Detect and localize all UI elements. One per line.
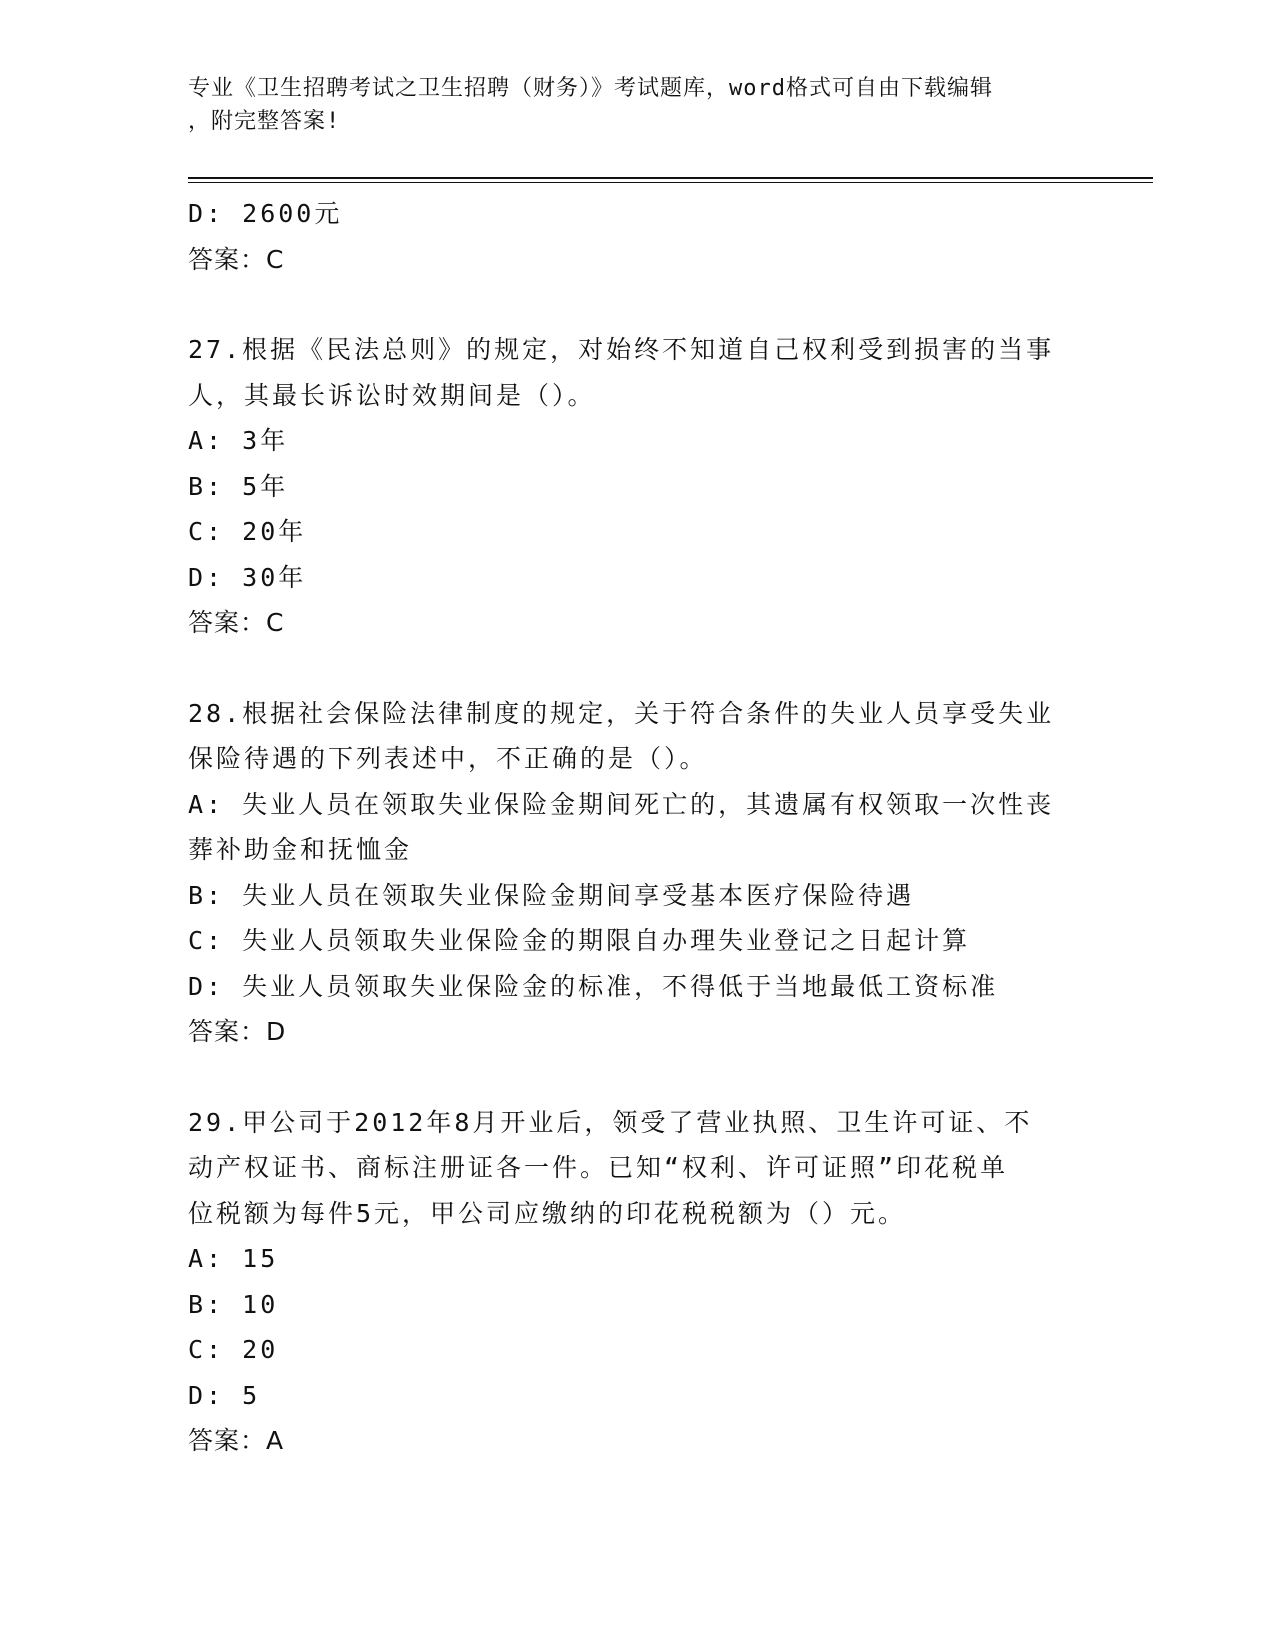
- header-divider-thick: [188, 177, 1153, 179]
- page-header: [188, 72, 1068, 138]
- question-29: [188, 1100, 1088, 1464]
- option-a: A: 3年: [188, 426, 289, 455]
- question-text-line: 位税额为每件5元，甲公司应缴纳的印花税税额为（）元。: [188, 1198, 907, 1228]
- option-b: B: 5年: [188, 471, 289, 501]
- answer: 答案：C: [188, 244, 285, 274]
- option-b: B: 失业人员在领取失业保险金期间享受基本医疗保险待遇: [188, 880, 915, 910]
- document-body: [188, 191, 1088, 1464]
- option-b: B: 10: [188, 1289, 279, 1319]
- question-text-line: 动产权证书、商标注册证各一件。已知“权利、许可证照”印花税单: [188, 1153, 1009, 1182]
- option-d: D: 失业人员领取失业保险金的标准，不得低于当地最低工资标准: [188, 971, 999, 1001]
- question-text-line: 29.甲公司于2012年8月开业后，领受了营业执照、卫生许可证、不: [188, 1107, 1033, 1137]
- option-c: C: 20年: [188, 517, 307, 546]
- question-text-line: 人，其最长诉讼时效期间是（）。: [188, 380, 596, 410]
- spacer: [188, 282, 1088, 327]
- previous-question-tail: [188, 191, 1088, 282]
- option-d: D: 5: [188, 1380, 261, 1410]
- option-a: A: 失业人员在领取失业保险金期间死亡的，其遗属有权领取一次性丧: [188, 789, 1055, 819]
- option-d: D: 2600元: [188, 199, 343, 228]
- spacer: [188, 1055, 1088, 1100]
- header-line-1: 专业《卫生招聘考试之卫生招聘（财务）》考试题库，word格式可自由下载编辑: [188, 76, 993, 101]
- option-d: D: 30年: [188, 562, 307, 592]
- spacer: [188, 646, 1088, 691]
- answer: 答案：C: [188, 608, 285, 637]
- question-27: [188, 327, 1088, 646]
- question-text-line: 27.根据《民法总则》的规定，对始终不知道自己权利受到损害的当事: [188, 335, 1055, 364]
- question-text-line: 28.根据社会保险法律制度的规定，关于符合条件的失业人员享受失业: [188, 698, 1055, 728]
- option-a-continued: 葬补助金和抚恤金: [188, 835, 413, 864]
- question-28: [188, 691, 1088, 1055]
- answer: 答案：D: [188, 1017, 287, 1046]
- option-a: A: 15: [188, 1244, 279, 1273]
- answer: 答案：A: [188, 1426, 285, 1455]
- option-c: C: 失业人员领取失业保险金的期限自办理失业登记之日起计算: [188, 926, 971, 955]
- header-line-2: ，附完整答案!: [188, 109, 341, 134]
- option-c: C: 20: [188, 1335, 279, 1364]
- header-divider-thin: [188, 182, 1153, 183]
- question-text-line: 保险待遇的下列表述中，不正确的是（）。: [188, 744, 708, 773]
